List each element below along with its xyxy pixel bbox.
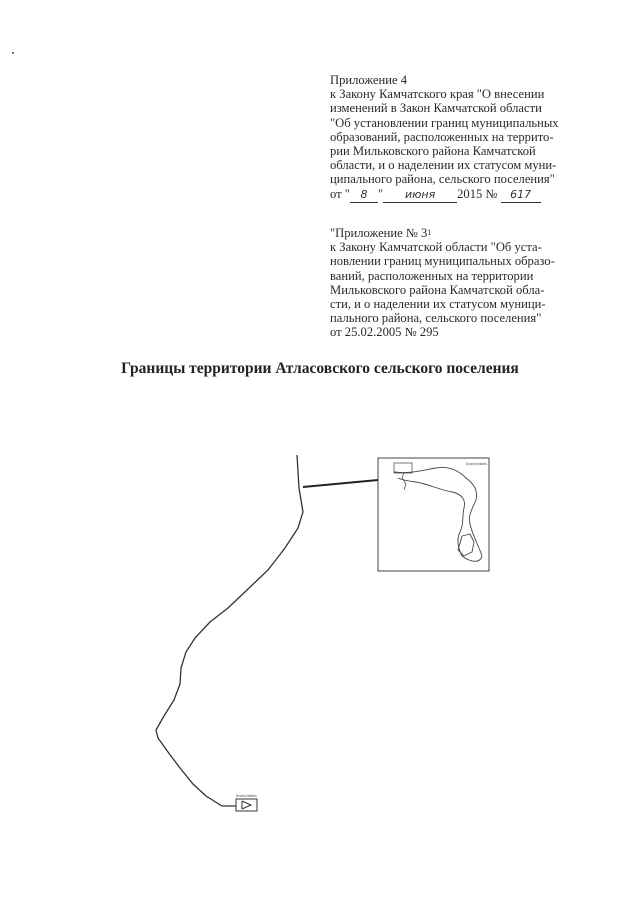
handwritten-day: 8 xyxy=(350,188,378,203)
inset-coastline xyxy=(394,467,482,561)
appendix-line-2: изменений в Закон Камчатской области xyxy=(330,101,542,116)
page-title: Границы территории Атласовского сельского поселения xyxy=(121,360,519,377)
appendix-line-5: рии Мильковского района Камчатской xyxy=(330,144,536,159)
inset-frame xyxy=(378,458,489,571)
prior-line-4: Мильковского района Камчатской обла- xyxy=(330,282,545,297)
prior-line-2: новлении границ муниципальных образо- xyxy=(330,254,555,269)
prior-line-1: к Закону Камчатской области "Об уста- xyxy=(330,240,542,255)
appendix-line-4: образований, расположенных на террито- xyxy=(330,129,554,144)
date-prefix: от " xyxy=(330,186,350,201)
connector-line xyxy=(303,480,378,487)
appendix-heading: Приложение 4 xyxy=(330,73,408,87)
inset-river xyxy=(402,472,406,490)
prior-heading-superscript: 1 xyxy=(427,228,432,237)
appendix-line-3: "Об установлении границ муниципальных xyxy=(330,115,559,130)
settlement-boundary-line xyxy=(156,455,303,806)
inset-lake xyxy=(458,534,474,556)
prior-line-5: сти, и о наделении их статусом муници- xyxy=(330,297,546,312)
inset-label: Scale/labels xyxy=(466,462,487,466)
prior-heading-text: "Приложение № 3 xyxy=(330,226,428,240)
year-number-label: 2015 № xyxy=(457,186,498,201)
prior-line-6: пального района, сельского поселения" xyxy=(330,311,542,326)
appendix-line-6: области, и о наделении их статусом муни- xyxy=(330,158,557,173)
prior-line-7: от 25.02.2005 № 295 xyxy=(330,325,439,340)
appendix-line-1: к Закону Камчатского края "О внесении xyxy=(330,87,545,102)
appendix-date-line: от " 8 " июня 2015 № 617 xyxy=(330,187,570,203)
marker-label: Scale/labels xyxy=(236,794,257,798)
handwritten-number: 617 xyxy=(501,188,541,203)
boundary-end-marker xyxy=(236,799,257,811)
prior-line-3: ваний, расположенных на территории xyxy=(330,268,534,283)
inset-settlement-outline xyxy=(394,463,412,473)
appendix-line-7: ципального района, сельского поселения" xyxy=(330,172,555,187)
handwritten-month: июня xyxy=(383,188,457,203)
